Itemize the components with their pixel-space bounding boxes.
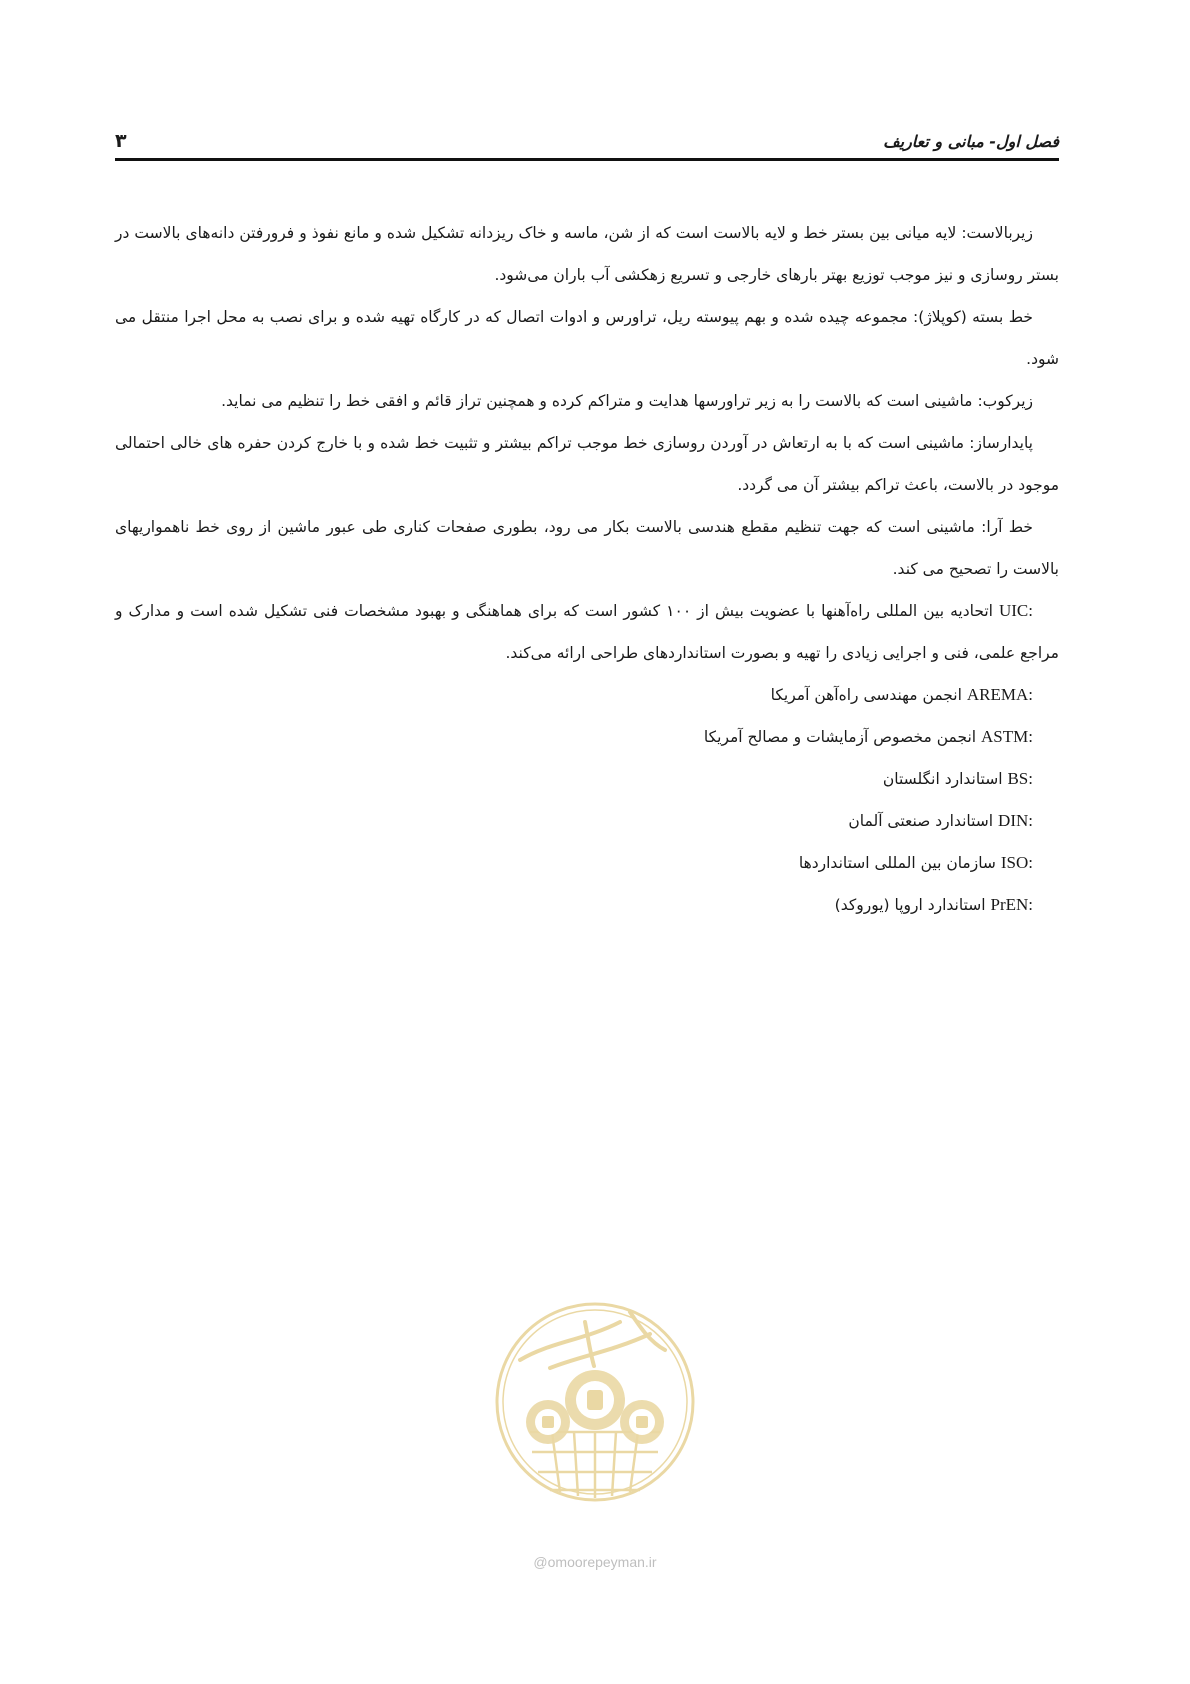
definition-term: زیربالاست: xyxy=(961,224,1033,242)
document-body xyxy=(115,212,1059,926)
abbreviation-text: استاندارد اروپا (یوروکد) xyxy=(834,896,986,914)
definition-paragraph xyxy=(115,212,1059,296)
definition-text: ماشینی است که جهت تنظیم مقطع هندسی بالاست بکار می رود، بطوری صفحات کناری طی عبور ماشین از روی خط ناهمواریهای بالاست را تصحیح می کند. xyxy=(115,518,1059,578)
abbreviation-code: AREMA: xyxy=(966,685,1033,704)
definition-term: خط بسته (کوپلاژ): xyxy=(913,308,1033,326)
list-item xyxy=(115,674,1033,716)
definition-paragraph xyxy=(115,422,1059,506)
abbreviation-text: انجمن مهندسی راه‌آهن آمریکا xyxy=(770,686,962,704)
definition-term: زیرکوب: xyxy=(977,392,1033,410)
abbreviation-code: PrEN: xyxy=(990,895,1033,914)
abbreviation-text: استاندارد انگلستان xyxy=(882,770,1003,788)
definition-term: خط آرا: xyxy=(981,518,1033,536)
definition-text: مجموعه چیده شده و بهم پیوسته ریل، تراورس و ادوات اتصال که در کارگاه تهیه شده و برای نصب به محل اجرا منتقل می شود. xyxy=(115,308,1059,368)
list-item xyxy=(115,716,1033,758)
abbreviation-text: سازمان بین المللی استانداردها xyxy=(798,854,996,872)
chapter-title: فصل اول- مبانی و تعاریف xyxy=(883,132,1059,151)
definition-text: ماشینی است که با به ارتعاش در آوردن روسازی خط موجب تراکم بیشتر و تثبیت خط شده و با خارج کردن حفره های خالی احتمالی موجود در بالاست، باعث تراکم بیشتر آن می گردد. xyxy=(115,434,1059,494)
definition-paragraph xyxy=(115,590,1059,674)
definition-term: پایدارساز: xyxy=(969,434,1033,452)
definition-text: ماشینی است که بالاست را به زیر تراورسها هدایت و متراکم کرده و همچنین تراز قائم و افقی خط را تنظیم می نماید. xyxy=(221,392,973,410)
abbreviation-list xyxy=(115,674,1059,926)
definition-text: اتحادیه بین المللی راه‌آهنها با عضویت بیش از ۱۰۰ کشور است که برای هماهنگی و بهبود مشخصات فنی تشکیل شده است و مدارک و مراجع علمی، فنی و اجرایی زیادی را تهیه و بصورت استانداردهای طراحی ارائه می‌کند. xyxy=(115,602,1059,662)
abbreviation-code: BS: xyxy=(1007,769,1033,788)
abbreviation-text: استاندارد صنعتی آلمان xyxy=(848,812,994,830)
header-divider xyxy=(115,158,1059,161)
definition-paragraph xyxy=(115,506,1059,590)
list-item xyxy=(115,884,1033,926)
list-item xyxy=(115,842,1033,884)
abbreviation-text: انجمن مخصوص آزمایشات و مصالح آمریکا xyxy=(703,728,977,746)
watermark-url: @omoorepeyman.ir xyxy=(533,1554,657,1570)
watermark xyxy=(490,1282,700,1572)
definition-paragraph xyxy=(115,296,1059,380)
list-item xyxy=(115,758,1033,800)
page-number: ۳ xyxy=(115,130,127,152)
abbreviation-code: ASTM: xyxy=(981,727,1033,746)
page-header xyxy=(115,128,1059,162)
definition-paragraph xyxy=(115,380,1059,422)
definition-text: لایه میانی بین بستر خط و لایه بالاست است که از شن، ماسه و خاک ریزدانه تشکیل شده و مانع نفوذ و فرورفتن دانه‌های بالاست در بستر روسازی و نیز موجب توزیع بهتر بارهای خارجی و تسریع زهکشی آب باران می‌شود. xyxy=(115,224,1059,284)
watermark-logo-icon xyxy=(490,1282,700,1552)
abbreviation-code: DIN: xyxy=(998,811,1033,830)
abbreviation-code: ISO: xyxy=(1000,853,1033,872)
list-item xyxy=(115,800,1033,842)
definition-term: UIC: xyxy=(998,601,1033,620)
